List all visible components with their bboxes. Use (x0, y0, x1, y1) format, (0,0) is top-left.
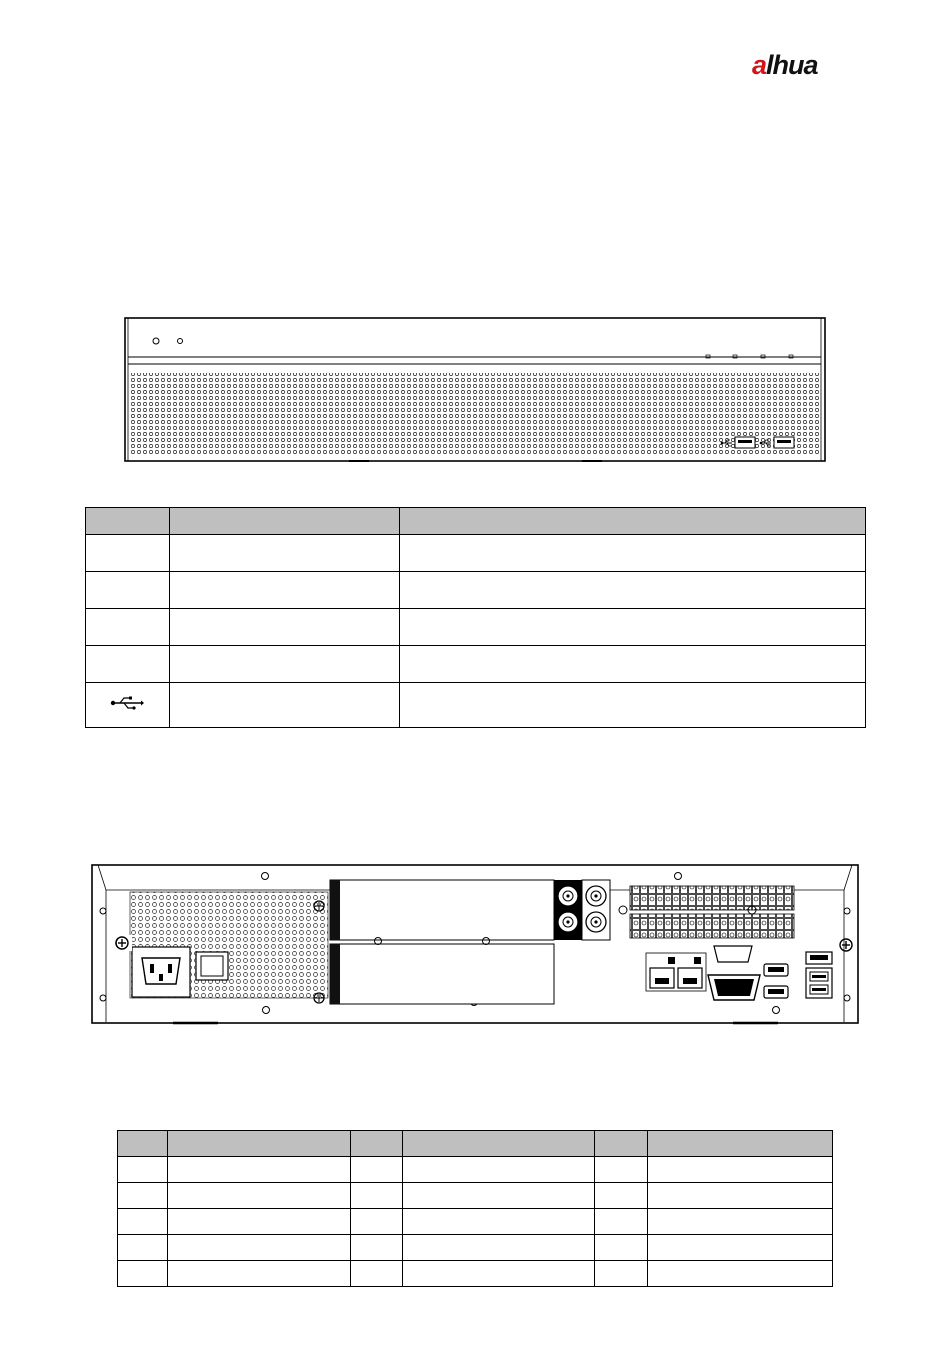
front-panel-table (85, 507, 866, 728)
table-cell (402, 1157, 595, 1183)
table-cell (169, 683, 399, 728)
audio-in-block (330, 880, 554, 940)
table-cell (402, 1261, 595, 1287)
rs232-port[interactable] (714, 946, 752, 962)
table-cell (167, 1235, 350, 1261)
table-cell (595, 1157, 648, 1183)
table-cell (648, 1235, 833, 1261)
table-cell (169, 535, 399, 572)
table-row (86, 535, 866, 572)
video-in-block (330, 944, 554, 1004)
table-cell (118, 1235, 168, 1261)
table-cell (118, 1209, 168, 1235)
table-row (86, 609, 866, 646)
alarm-terminal-row-2[interactable] (630, 914, 794, 938)
table-header-cell (648, 1131, 833, 1157)
table-cell (350, 1183, 402, 1209)
table-cell (86, 646, 170, 683)
table-header-cell (595, 1131, 648, 1157)
usb-icon-cell (86, 683, 170, 728)
brand-logo-wordmark: alhua (752, 50, 818, 80)
table-cell (399, 609, 865, 646)
table-cell (595, 1235, 648, 1261)
table-row (118, 1157, 833, 1183)
table-row (118, 1183, 833, 1209)
brand-logo (752, 50, 852, 86)
table-cell (167, 1183, 350, 1209)
table-cell (399, 572, 865, 609)
table-cell (595, 1183, 648, 1209)
table-row (118, 1209, 833, 1235)
rear-panel-diagram (88, 810, 874, 1085)
table-cell (350, 1261, 402, 1287)
table-cell (169, 572, 399, 609)
table-cell (86, 609, 170, 646)
table-cell (399, 683, 865, 728)
table-row (86, 572, 866, 609)
table-cell (402, 1183, 595, 1209)
table-cell (118, 1183, 168, 1209)
table-header-cell (86, 508, 170, 535)
table-cell (118, 1261, 168, 1287)
table-header-cell (350, 1131, 402, 1157)
table-cell (167, 1209, 350, 1235)
front-vent-grille (130, 373, 819, 455)
table-cell (86, 535, 170, 572)
table-cell (402, 1209, 595, 1235)
table-cell (167, 1261, 350, 1287)
table-header-row (118, 1131, 833, 1157)
table-header-cell (402, 1131, 595, 1157)
table-header-cell (399, 508, 865, 535)
table-header-cell (167, 1131, 350, 1157)
rear-panel-table (117, 1130, 833, 1287)
usb-icon (110, 696, 144, 710)
table-cell (595, 1209, 648, 1235)
table-cell (402, 1235, 595, 1261)
table-cell (648, 1261, 833, 1287)
front-panel-diagram (124, 317, 828, 465)
table-header-cell (169, 508, 399, 535)
table-cell (595, 1261, 648, 1287)
table-cell (648, 1209, 833, 1235)
table-cell (399, 646, 865, 683)
table-cell (350, 1209, 402, 1235)
table-cell (648, 1183, 833, 1209)
table-row (118, 1235, 833, 1261)
table-row (118, 1261, 833, 1287)
table-cell (169, 609, 399, 646)
table-cell (86, 572, 170, 609)
table-cell (350, 1157, 402, 1183)
table-cell (350, 1235, 402, 1261)
table-cell (648, 1157, 833, 1183)
alarm-terminal-row-1[interactable] (630, 886, 794, 910)
table-cell (399, 535, 865, 572)
table-header-row (86, 508, 866, 535)
table-row (86, 646, 866, 683)
table-header-cell (118, 1131, 168, 1157)
table-cell (167, 1157, 350, 1183)
table-row (86, 683, 866, 728)
table-cell (118, 1157, 168, 1183)
table-cell (169, 646, 399, 683)
